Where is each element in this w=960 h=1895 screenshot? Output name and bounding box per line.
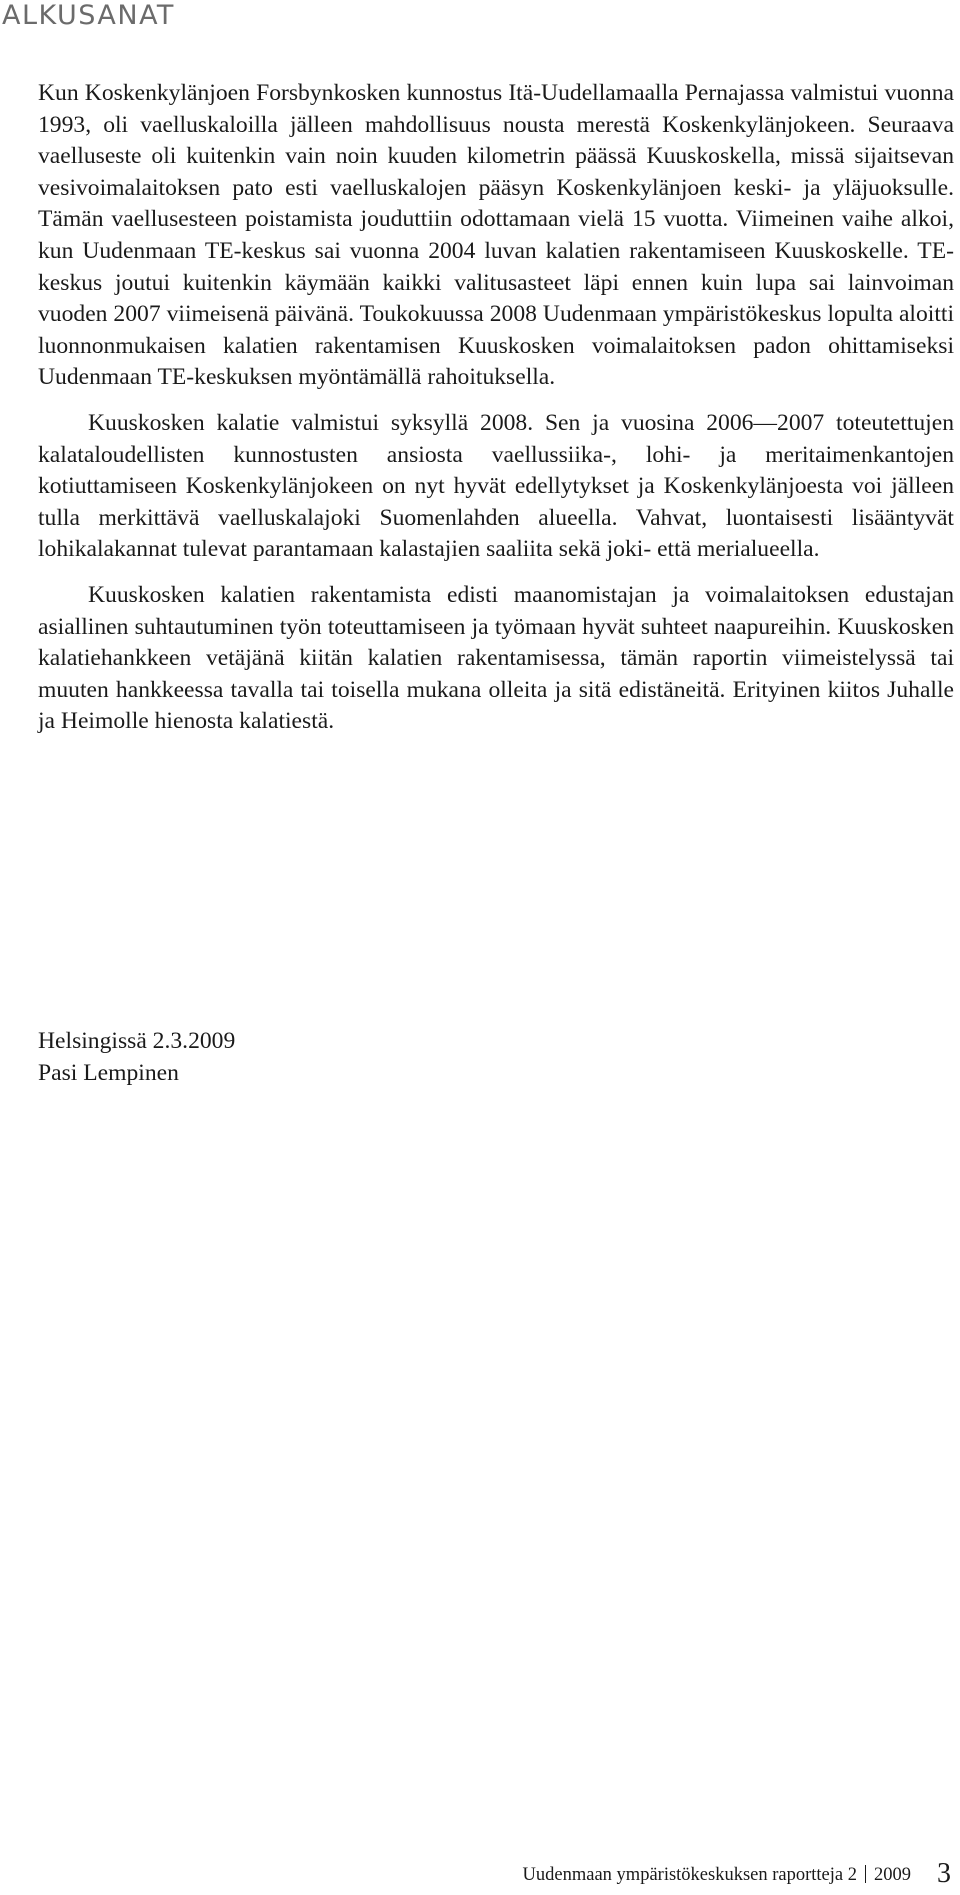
footer-separator: [865, 1865, 866, 1883]
signature-block: [38, 1026, 235, 1089]
paragraph-3: Kuuskosken kalatien rakentamista edisti maanomistajan ja voimalaitoksen edustajan asiallinen suhtautuminen työn toteuttamiseen ja työmaan hyvät suhteet naapureihin. Kuuskosken kalatiehankkeen vetäjänä kiitän kalatien rakentamisessa, tämän raportin viimeistelyssä tai muuten hankkeessa tavalla tai toisella mukana olleita ja sitä edistäneitä. Erityinen kiitos Juhalle ja Heimolle hienosta kalatiestä.: [38, 581, 954, 735]
footer-publication: Uudenmaan ympäristökeskuksen raportteja 2: [522, 1865, 857, 1885]
foreword-body: [38, 78, 954, 738]
page-heading: ALKUSANAT: [2, 0, 175, 31]
paragraph-2: Kuuskosken kalatie valmistui syksyllä 2008. Sen ja vuosina 2006—2007 toteutettujen kalataloudellisten kunnostusten ansiosta vaellussiika-, lohi- ja meritaimenkantojen kotiuttamiseen Koskenkylänjokeen on nyt hyvät edellytykset ja Koskenkylänjoesta voi jälleen tulla merkittävä vaelluskalajoki Suomenlahden alueella. Vahvat, luontaisesti lisääntyvät lohikalakannat tulevat parantamaan kalastajien saaliita sekä joki- että merialueella.: [38, 409, 954, 563]
footer-page-number: 3: [937, 1858, 951, 1889]
paragraph-1: Kun Koskenkylänjoen Forsbynkosken kunnostus Itä-Uudellamaalla Pernajassa valmistui vuonna 1993, oli vaelluskaloilla jälleen mahdollisuus nousta merestä Koskenkylänjokeen. Seuraava vaelluseste oli kuitenkin vain noin kuuden kilometrin päässä Kuuskoskella, missä sijaitsevan vesivoimalaitoksen pato esti vaelluskalojen pääsyn Koskenkylänjoen keski- ja yläjuoksulle. Tämän vaellusesteen poistamista jouduttiin odottamaan vielä 15 vuotta. Viimeinen vaihe alkoi, kun Uudenmaan TE-keskus sai vuonna 2004 luvan kalatien rakentamiseen Kuuskoskelle. TE-keskus joutui kuitenkin käymään kaikki valitusasteet läpi ennen kuin lupa sai lainvoiman vuoden 2007 viimeisenä päivänä. Toukokuussa 2008 Uudenmaan ympäristökeskus lopulta aloitti luonnonmukaisen kalatien rakentamisen Kuuskosken voimalaitoksen padon ohittamiseksi Uudenmaan TE-keskuksen myöntämällä rahoituksella.: [38, 80, 954, 391]
signature-place-date: Helsingissä 2.3.2009: [38, 1028, 236, 1054]
footer-year: 2009: [874, 1865, 911, 1885]
signature-name: Pasi Lempinen: [38, 1059, 179, 1086]
page-footer: [0, 1858, 951, 1890]
